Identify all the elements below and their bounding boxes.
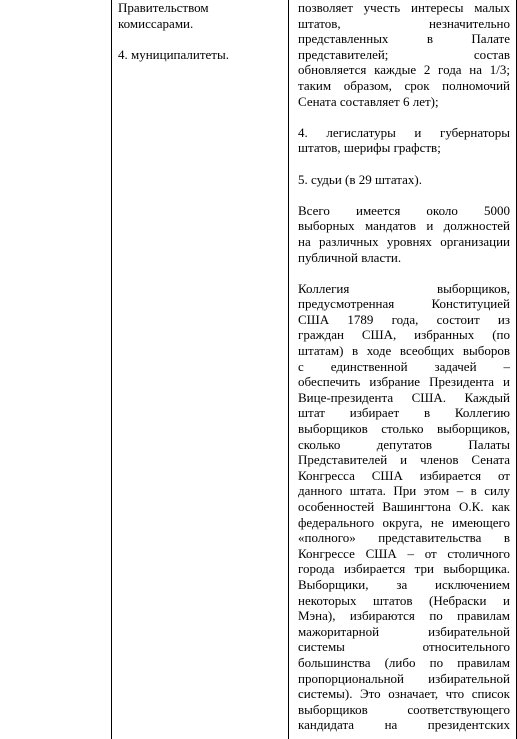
text-line: системы). Это означает, что список xyxy=(298,686,510,702)
text-line: США 1789 года, состоит из xyxy=(298,311,510,327)
text-line: граждан США, избранных (по xyxy=(298,327,510,343)
right-column xyxy=(298,0,510,733)
text-line: штатам) в ходе всеобщих выборов xyxy=(298,343,510,359)
text-line: выборных мандатов и должностей xyxy=(298,218,510,234)
text-line: выборщиков столько выборщиков, xyxy=(298,421,510,437)
text-line: Мэна), избираются по правилам xyxy=(298,608,510,624)
text-line: данного штата. При этом – в силу xyxy=(298,483,510,499)
middle-item-2: 4. муниципалитеты. xyxy=(118,46,229,62)
text-line: кандидата на президентских xyxy=(298,717,510,733)
text-line: предусмотренная Конституцией xyxy=(298,296,510,312)
middle-item-1 xyxy=(118,0,278,31)
right-paragraph-3 xyxy=(298,172,510,188)
column-border-middle xyxy=(288,0,289,739)
right-paragraph-2 xyxy=(298,125,510,156)
text-line: обновляется каждые 2 года на 1/3; xyxy=(298,62,510,78)
middle-item-1-line: комиссарами. xyxy=(118,15,194,31)
text-line: штат избирает в Коллегию xyxy=(298,405,510,421)
right-paragraph-1 xyxy=(298,0,510,109)
text-line: на различных уровнях организации xyxy=(298,233,510,249)
right-paragraph-4 xyxy=(298,203,510,265)
column-border-left xyxy=(111,0,112,739)
text-line: Конгрессе США – от столичного xyxy=(298,545,510,561)
text-line: некоторых штатов (Небраски и xyxy=(298,592,510,608)
text-line: пропорциональной избирательной xyxy=(298,670,510,686)
text-line: Сената составляет 6 лет); xyxy=(298,93,439,109)
text-line: «полного» представительства в xyxy=(298,530,510,546)
text-line: представленных в Палате xyxy=(298,31,510,47)
middle-item-1-line: Правительством xyxy=(118,0,209,15)
middle-column xyxy=(118,0,278,62)
text-line: города избирается три выборщика. xyxy=(298,561,510,577)
text-line: 5. судьи (в 29 штатах). xyxy=(298,171,422,187)
text-line: Вице-президента США. Каждый xyxy=(298,389,510,405)
text-line: штатов, незначительно xyxy=(298,15,510,31)
text-line: 4. легислатуры и губернаторы xyxy=(298,124,510,140)
text-line: позволяет учесть интересы малых xyxy=(298,0,510,15)
right-paragraph-5 xyxy=(298,281,510,733)
text-line: выборщиков соответствующего xyxy=(298,701,510,717)
text-line: штатов, шерифы графств; xyxy=(298,140,441,156)
text-line: с единственной задачей – xyxy=(298,358,510,374)
text-line: публичной власти. xyxy=(298,249,402,265)
text-line: Выборщики, за исключением xyxy=(298,576,510,592)
text-line: обеспечить избрание Президента и xyxy=(298,374,510,390)
text-line: большинства (либо по правилам xyxy=(298,654,510,670)
text-line: Всего имеется около 5000 xyxy=(298,202,510,218)
text-line: особенностей Вашингтона О.К. как xyxy=(298,499,510,514)
text-line: мажоритарной избирательной xyxy=(298,623,510,639)
text-line: представителей; состав xyxy=(298,46,510,62)
text-line: федерального округа, не имеющего xyxy=(298,514,510,530)
text-line: системы относительного xyxy=(298,639,510,655)
text-line: сколько депутатов Палаты xyxy=(298,436,510,452)
text-line: Конгресса США избирается от xyxy=(298,467,510,483)
text-line: таким образом, срок полномочий xyxy=(298,77,510,93)
text-line: Коллегия выборщиков, xyxy=(298,280,510,296)
text-line: Представителей и членов Сената xyxy=(298,452,510,468)
